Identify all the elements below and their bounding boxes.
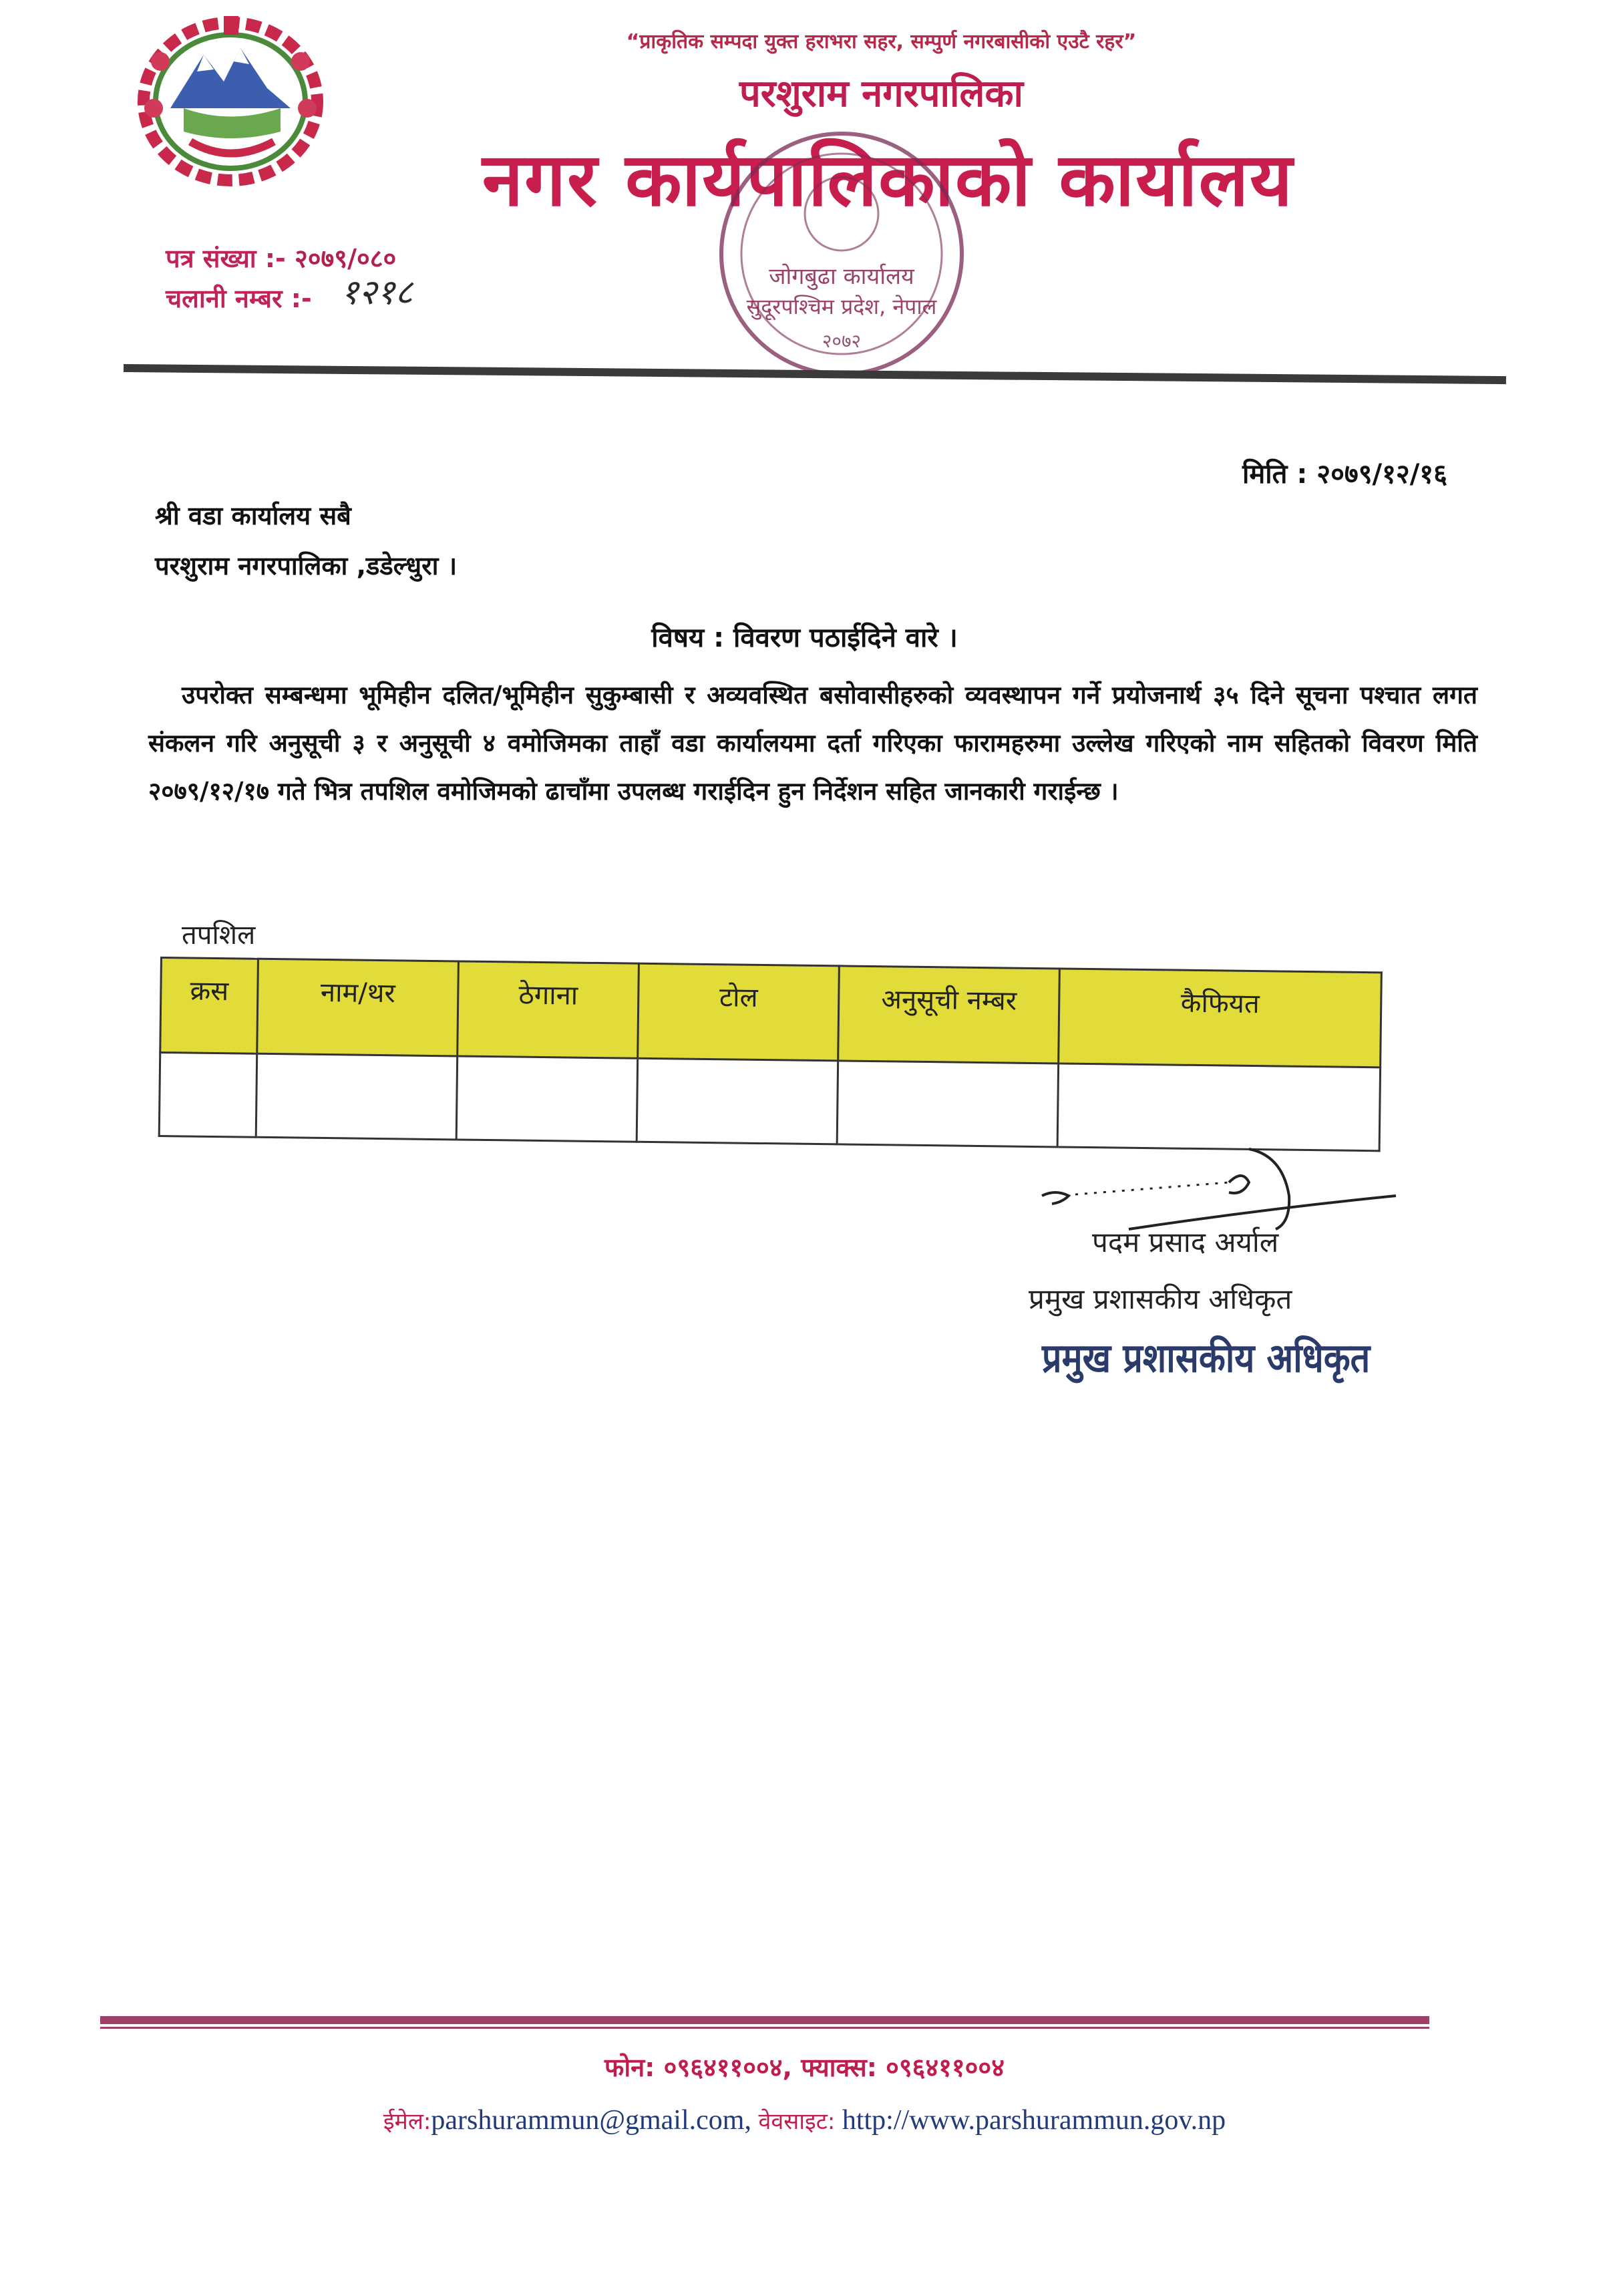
col-name: नाम/थर bbox=[257, 959, 459, 1056]
signatory-title: प्रमुख प्रशासकीय अधिकृत bbox=[1029, 1283, 1292, 1315]
col-tole: टोल bbox=[638, 963, 840, 1061]
dispatch-number-value: १२१८ bbox=[341, 273, 413, 313]
handwritten-signature bbox=[1029, 1129, 1403, 1236]
table-cell bbox=[637, 1058, 838, 1144]
dispatch-number bbox=[166, 281, 312, 315]
signatory-name: पदम प्रसाद अर्याल bbox=[1092, 1226, 1279, 1259]
recipient-line-1: श्री वडा कार्यालय सबै bbox=[155, 501, 351, 530]
col-serial: क्रस bbox=[160, 958, 258, 1054]
phone-fax: फोन: ०९६४११००४, फ्याक्स: ०९६४११००४ bbox=[604, 2053, 1005, 2082]
col-schedule-number: अनुसूची नम्बर bbox=[838, 966, 1060, 1063]
letter-number-label: पत्र संख्या :- bbox=[166, 244, 286, 273]
website-label: वेवसाइट: bbox=[758, 2108, 836, 2135]
office-stamp bbox=[701, 114, 982, 394]
email-label: ईमेल: bbox=[383, 2108, 431, 2135]
stamp-year: २०७२ bbox=[822, 330, 862, 352]
table-cell bbox=[159, 1053, 257, 1138]
footer-divider-thin bbox=[100, 2027, 1429, 2029]
stamp-line1: जोगबुढा कार्यालय bbox=[769, 263, 914, 290]
recipient-line-2: परशुराम नगरपालिका ,डडेल्धुरा । bbox=[155, 551, 458, 581]
slogan: “प्राकृतिक सम्पदा युक्त हराभरा सहर, सम्पुर्ण नगरबासीको एउटै रहर” bbox=[626, 30, 1137, 53]
website-link[interactable]: http://www.parshurammun.gov.np bbox=[842, 2105, 1226, 2136]
letter-number-value: २०७९/०८० bbox=[295, 244, 397, 273]
footer-divider bbox=[100, 2016, 1429, 2024]
schedule-table bbox=[158, 957, 1383, 1152]
col-remarks: कैफियत bbox=[1059, 969, 1382, 1068]
letter-date: मिति : २०७९/१२/१६ bbox=[1242, 459, 1447, 490]
office-title: नगर कार्यपालिकाको कार्यालय bbox=[482, 137, 1294, 222]
stamp-line2: सुदूरपश्चिम प्रदेश, नेपाल bbox=[746, 294, 937, 319]
dispatch-number-label: चलानी नम्बर :- bbox=[166, 284, 312, 313]
email-link[interactable]: parshurammun@gmail.com, bbox=[431, 2105, 751, 2136]
schedule-label: तपशिल bbox=[182, 920, 256, 951]
table-cell bbox=[456, 1056, 638, 1142]
letter-subject: विषय : विवरण पठाईदिने वारे । bbox=[651, 623, 958, 653]
table-cell bbox=[256, 1053, 458, 1140]
contact-line bbox=[0, 2104, 1609, 2136]
col-address: ठेगाना bbox=[458, 961, 639, 1058]
municipality-name: परशुराम नगरपालिका bbox=[739, 72, 1023, 116]
designation-stamp: प्रमुख प्रशासकीय अधिकृत bbox=[1042, 1335, 1371, 1382]
table-header-row bbox=[160, 958, 1382, 1068]
table-cell bbox=[837, 1061, 1059, 1147]
letter-body: उपरोक्त सम्बन्धमा भूमिहीन दलित/भूमिहीन सुकुम्बासी र अव्यवस्थित बसोवासीहरुको व्यवस्थापन गर्ने प्रयोजनार्थ ३५ दिने सूचना पश्चात लगत संकलन गरि अनुसूची ३ र अनुसूची ४ वमोजिमका ताहाँ वडा कार्यालयमा दर्ता गरिएका फारामहरुमा उल्लेख गरिएको नाम सहितको विवरण मिति २०७९/१२/१७ गते भित्र तपशिल वमोजिमको ढाचाँमा उपलब्ध गराईदिन हुन निर्देशन सहित जानकारी गराईन्छ । bbox=[148, 681, 1477, 806]
